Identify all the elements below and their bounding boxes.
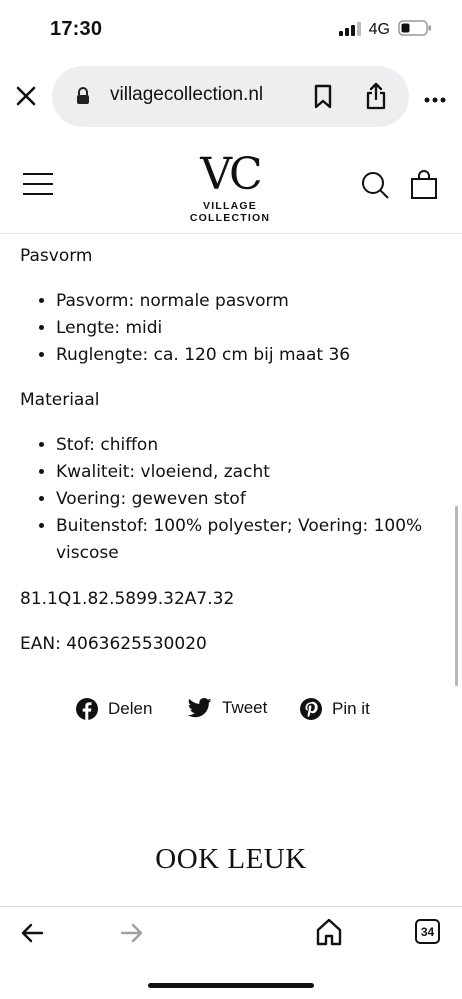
twitter-icon (188, 698, 212, 718)
share-button[interactable] (364, 82, 388, 114)
status-time: 17:30 (50, 18, 103, 40)
battery-icon (398, 20, 432, 40)
list-item: • Buitenstof: 100% polyester; Voering: 100% viscose (56, 513, 436, 567)
related-products-title: OOK LEUK (155, 843, 307, 875)
cart-button[interactable] (410, 170, 438, 204)
bookmark-button[interactable] (312, 84, 334, 114)
site-logo[interactable] (165, 149, 295, 224)
share-icon (364, 82, 388, 110)
signal-icon (339, 21, 361, 40)
share-pinterest-label: Pin it (332, 699, 370, 718)
share-facebook-button[interactable] (76, 698, 152, 720)
facebook-icon (76, 698, 98, 720)
close-tab-button[interactable] (14, 84, 38, 108)
material-section-title: Materiaal (20, 390, 100, 410)
share-twitter-button[interactable] (188, 698, 267, 718)
header-divider (0, 233, 462, 234)
search-icon (360, 170, 390, 200)
arrow-right-icon (120, 922, 144, 944)
share-facebook-label: Delen (108, 699, 153, 718)
hamburger-icon (22, 172, 54, 196)
logo-text: VILLAGE COLLECTION (189, 200, 271, 224)
share-twitter-label: Tweet (222, 698, 268, 717)
list-item: • Ruglengte: ca. 120 cm bij maat 36 (56, 342, 436, 369)
home-indicator (148, 983, 314, 988)
list-item: • Voering: geweven stof (56, 486, 436, 513)
article-number: 81.1Q1.82.5899.32A7.32 (20, 589, 235, 609)
search-button[interactable] (360, 170, 390, 204)
shopping-bag-icon (410, 170, 438, 200)
menu-button[interactable] (22, 172, 54, 200)
pinterest-icon (300, 698, 322, 720)
network-label: 4G (368, 21, 390, 38)
toolbar-divider (0, 906, 462, 907)
bookmark-icon (312, 84, 334, 110)
logo-monogram: VC (200, 149, 260, 200)
list-item: • Pasvorm: normale pasvorm (56, 288, 436, 315)
fit-list (32, 288, 436, 369)
tabs-button[interactable]: 34 (415, 919, 440, 944)
forward-button[interactable] (120, 922, 144, 948)
ellipsis-icon (424, 97, 446, 103)
more-options-button[interactable] (424, 88, 446, 107)
lock-icon (75, 86, 91, 110)
back-button[interactable] (20, 922, 44, 948)
ean-code: EAN: 4063625530020 (20, 634, 207, 654)
list-item: • Lengte: midi (56, 315, 436, 342)
material-list (32, 432, 436, 567)
page-scrollbar[interactable] (455, 506, 458, 686)
share-pinterest-button[interactable] (300, 698, 370, 720)
home-button[interactable] (316, 918, 342, 950)
arrow-left-icon (20, 922, 44, 944)
fit-section-title: Pasvorm (20, 246, 93, 266)
close-icon (14, 84, 38, 108)
list-item: • Kwaliteit: vloeiend, zacht (56, 459, 436, 486)
home-icon (316, 918, 342, 946)
list-item: • Stof: chiffon (56, 432, 436, 459)
status-indicators (339, 20, 432, 40)
url-text[interactable]: villagecollection.nl (110, 84, 264, 105)
